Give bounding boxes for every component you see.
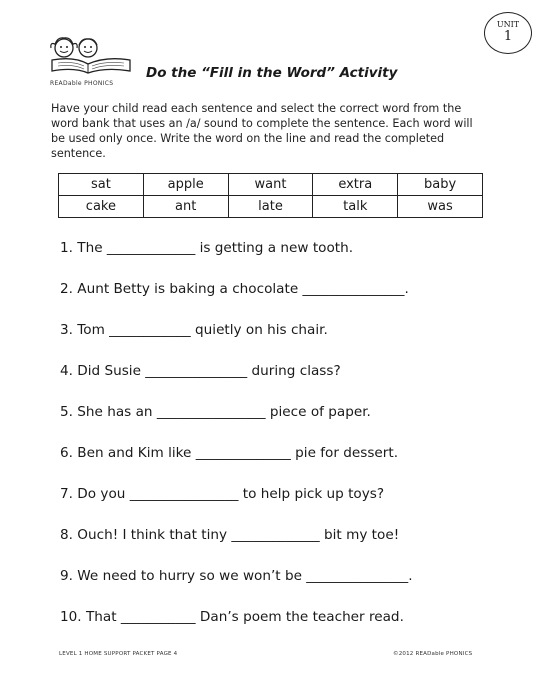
sentence-item: 7. Do you ________________ to help pick up toys? bbox=[60, 486, 385, 502]
children-reading-book-icon bbox=[44, 34, 134, 74]
sentence-item: 5. She has an ________________ piece of paper. bbox=[60, 404, 371, 420]
word-bank-cell: extra bbox=[313, 174, 398, 196]
word-bank-cell: apple bbox=[143, 174, 228, 196]
instructions-text: Have your child read each sentence and select the correct word from the word bank that uses an /a/ sound to complete the sentence. Each word will be used only once. Write the word on the line and read the completed sentence. bbox=[51, 102, 473, 160]
word-bank-cell: baby bbox=[398, 174, 483, 196]
footer-copyright: ©2012 READable PHONICS bbox=[393, 651, 473, 657]
word-bank-cell: want bbox=[228, 174, 313, 196]
unit-number: 1 bbox=[503, 29, 513, 44]
word-bank-row bbox=[59, 196, 483, 218]
sentence-item: 6. Ben and Kim like ______________ pie for dessert. bbox=[60, 445, 399, 461]
unit-label: UNIT bbox=[496, 20, 520, 29]
word-bank-cell: late bbox=[228, 196, 313, 218]
word-bank-cell: was bbox=[398, 196, 483, 218]
word-bank-cell: talk bbox=[313, 196, 398, 218]
sentence-item: 9. We need to hurry so we won’t be _______________. bbox=[60, 568, 413, 584]
sentence-item: 3. Tom ____________ quietly on his chair. bbox=[60, 322, 328, 338]
word-bank-cell: ant bbox=[143, 196, 228, 218]
logo-text: READable PHONICS bbox=[50, 80, 114, 87]
sentence-item: 4. Did Susie _______________ during class? bbox=[60, 363, 341, 379]
footer-packet-page: LEVEL 1 HOME SUPPORT PACKET PAGE 4 bbox=[59, 651, 178, 657]
sentence-item: 8. Ouch! I think that tiny _____________ bit my toe! bbox=[60, 527, 400, 543]
word-bank-cell: sat bbox=[59, 174, 144, 196]
sentence-item: 1. The _____________ is getting a new tooth. bbox=[60, 240, 354, 256]
sentence-item: 10. That ___________ Dan’s poem the teacher read. bbox=[60, 609, 404, 625]
unit-badge bbox=[484, 12, 532, 54]
sentence-list bbox=[60, 238, 413, 648]
word-bank-table bbox=[58, 173, 483, 218]
word-bank-cell: cake bbox=[59, 196, 144, 218]
sentence-item: 2. Aunt Betty is baking a chocolate _______________. bbox=[60, 281, 409, 297]
page-title: Do the “Fill in the Word” Activity bbox=[146, 65, 398, 81]
word-bank-row bbox=[59, 174, 483, 196]
